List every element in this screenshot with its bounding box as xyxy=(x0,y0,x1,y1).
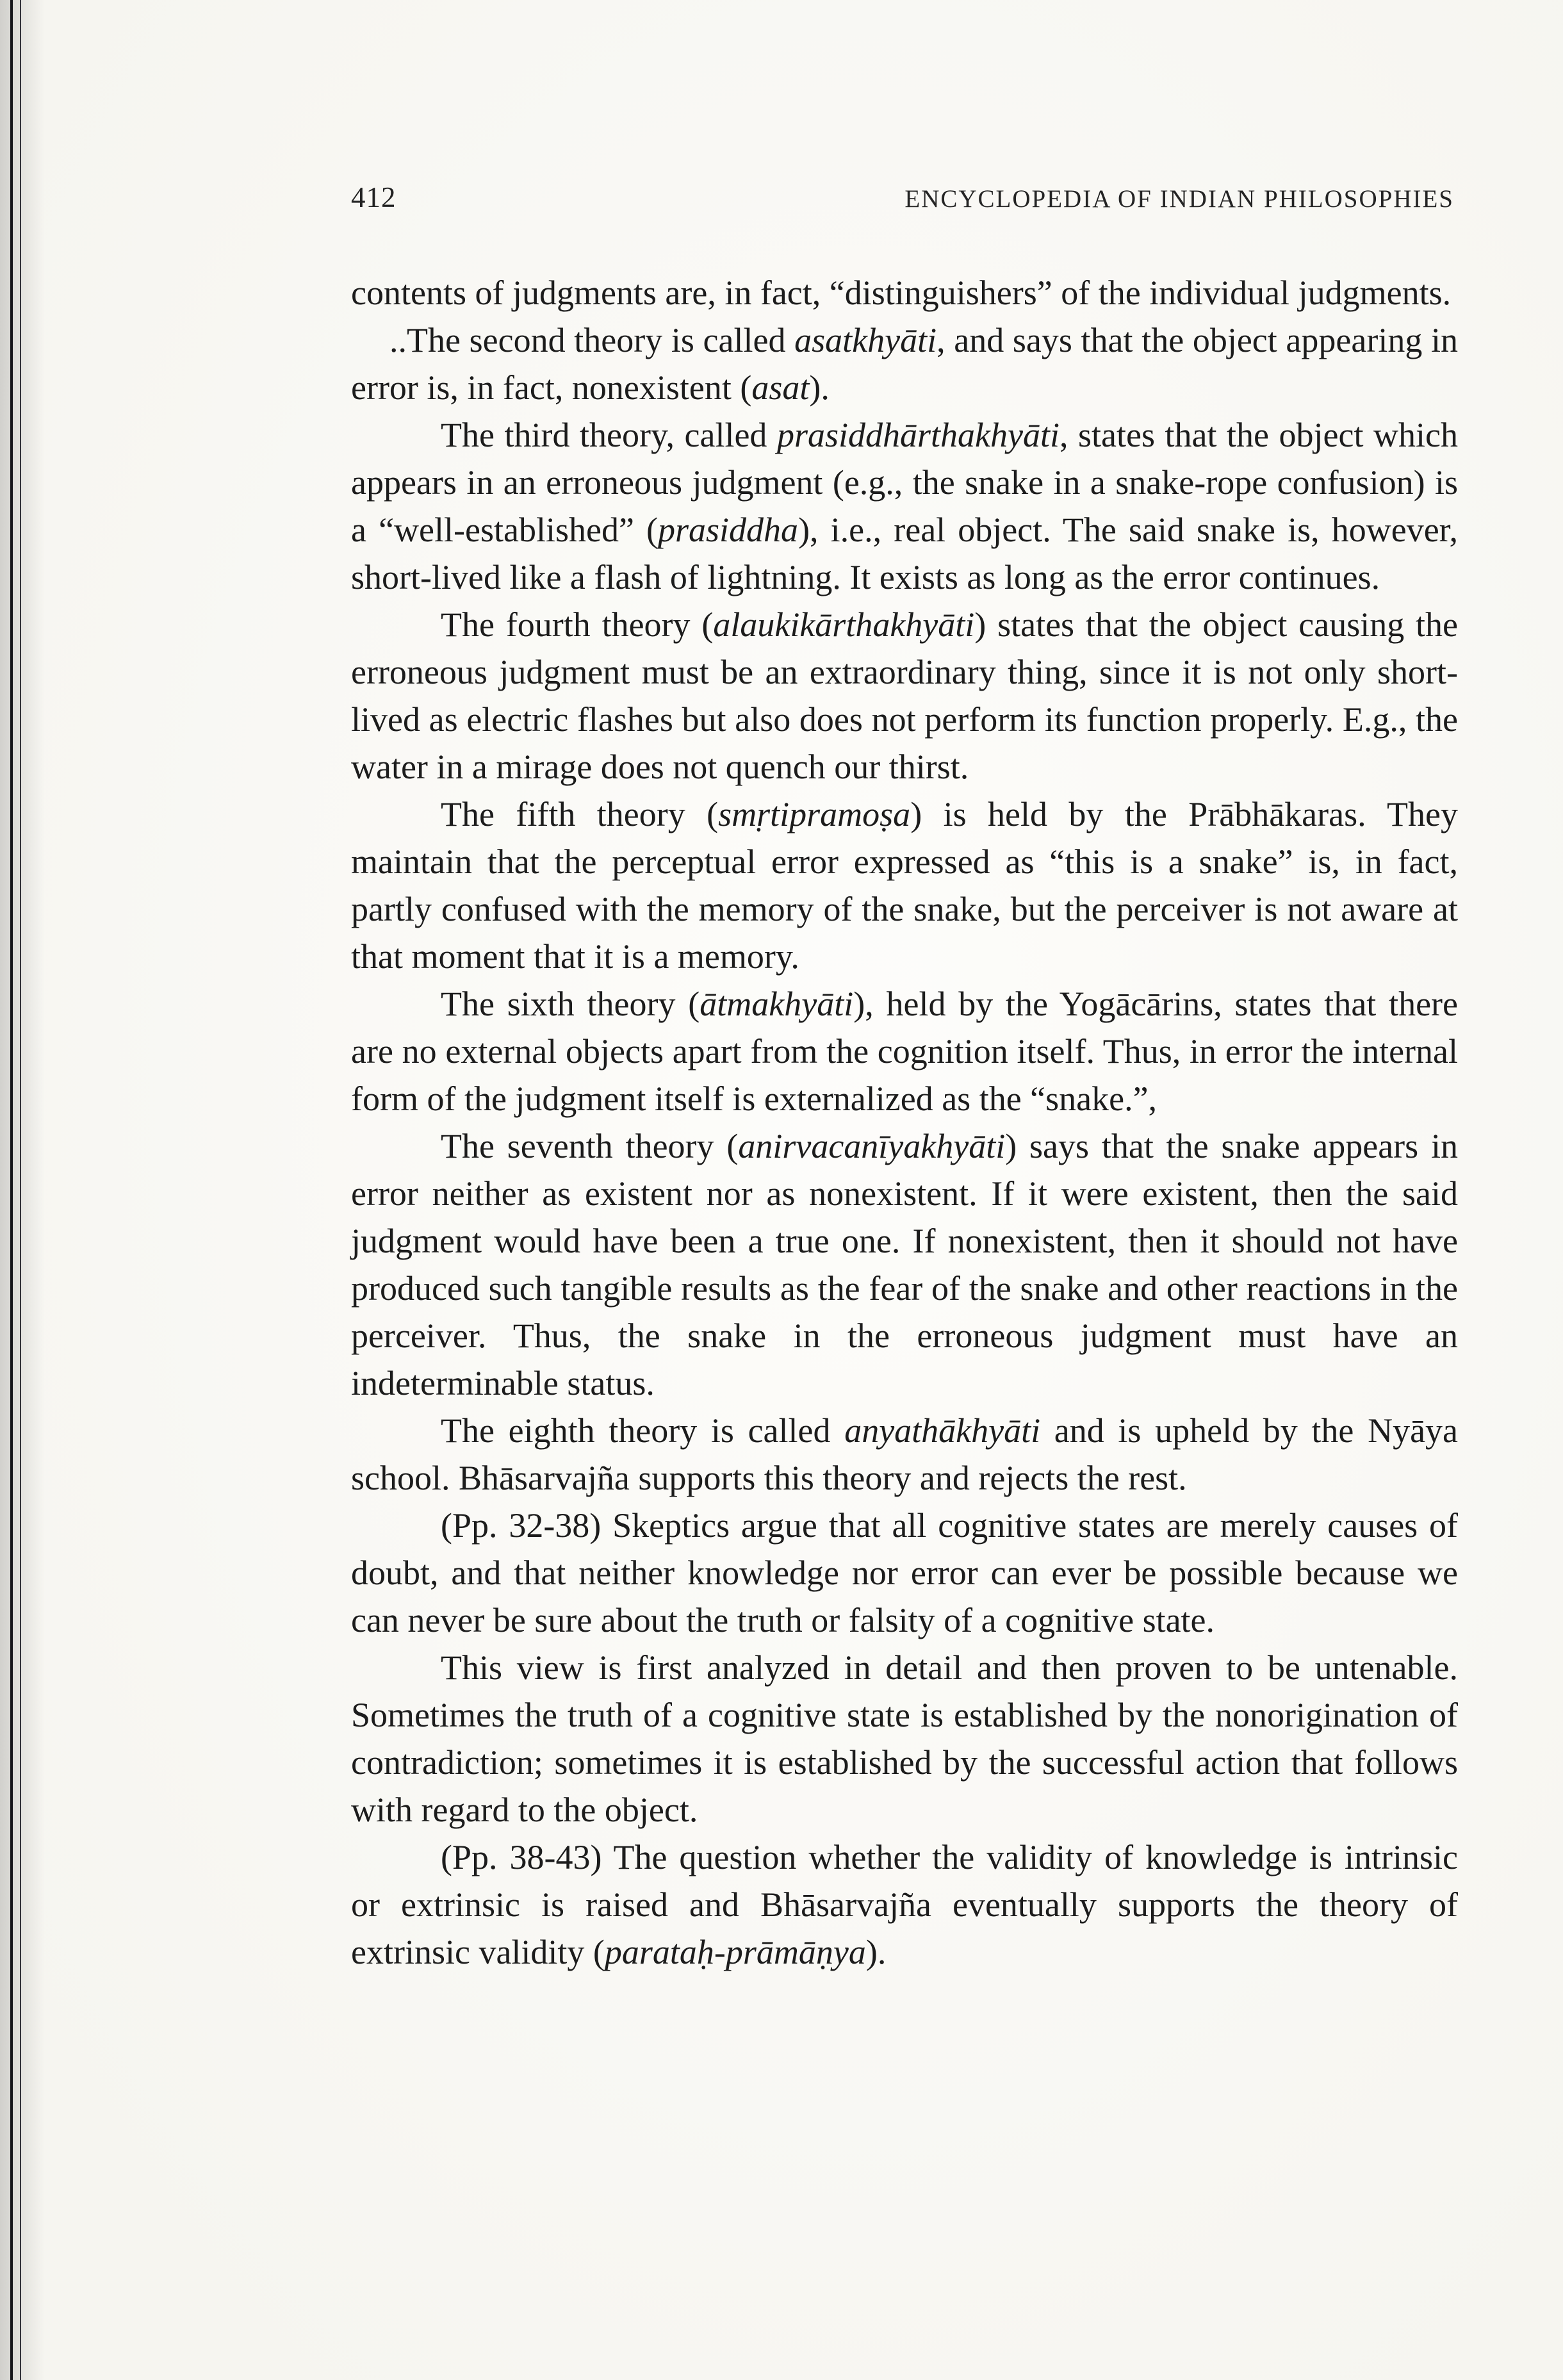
text-run: The fourth theory ( xyxy=(441,605,714,644)
text-run: The sixth theory ( xyxy=(441,985,700,1023)
binding-shadow xyxy=(0,0,45,2380)
paragraph xyxy=(351,411,1458,601)
text-run: The third theory, called xyxy=(441,416,777,454)
text-run: The fifth theory ( xyxy=(441,795,719,833)
text-run: ). xyxy=(809,368,830,407)
italic-term: prasiddha xyxy=(658,511,799,549)
paragraph xyxy=(351,791,1458,980)
paragraph xyxy=(351,601,1458,791)
text-run: , and says that the object appearing in error is, in fact, nonexistent ( xyxy=(351,321,1458,407)
paragraph xyxy=(351,1122,1458,1407)
paragraph xyxy=(351,1834,1458,1976)
italic-term: smṛtipramoṣa xyxy=(718,795,911,833)
italic-term: parataḥ-prāmāṇya xyxy=(604,1933,866,1971)
text-run: The eighth theory is called xyxy=(441,1411,845,1450)
text-run: (Pp. 32-38) Skeptics argue that all cognitive states are merely causes of doubt, and that neither knowledge nor error can ever be possible because we can never be sure about the truth or falsity of a cognitive state. xyxy=(351,1506,1458,1639)
text-run: This view is first analyzed in detail and then proven to be untenable. Sometimes the truth of a cognitive state is established by the nonorigination of contradiction; sometimes it is established by the successful action that follows with regard to the object. xyxy=(351,1648,1458,1829)
italic-term: prasiddhārthakhyāti xyxy=(776,416,1060,454)
italic-term: alaukikārthakhyāti xyxy=(713,605,975,644)
paragraph xyxy=(351,1407,1458,1502)
text-run: The seventh theory ( xyxy=(441,1127,739,1165)
binding-line xyxy=(10,0,13,2380)
text-run: ) states that the object causing the erroneous judgment must be an extraordinary thing, since it is not only short-lived as electric flashes but also does not perform its function properly. E.g., the water in a mirage does not quench our thirst. xyxy=(351,605,1459,786)
text-run: (Pp. 38-43) The question whether the validity of knowledge is intrinsic or extrinsic is raised and Bhāsarvajña eventually supports the theory of extrinsic validity ( xyxy=(351,1838,1458,1971)
text-run: ) says that the snake appears in error neither as existent nor as nonexistent. If it were existent, then the said judgment would have been a true one. If nonexistent, then it should not have produced such tangible results as the fear of the snake and other reactions in the perceiver. Thus, the snake in the erroneous judgment must have an indeterminable status. xyxy=(351,1127,1458,1402)
paragraph xyxy=(351,980,1458,1122)
italic-term: asatkhyāti xyxy=(794,321,937,359)
text-run: ). xyxy=(865,1933,887,1971)
text-run: contents of judgments are, in fact, “distinguishers” of the individual judgments. xyxy=(351,274,1452,312)
text-run: ) is held by the Prābhākaras. They maintain that the perceptual error expressed as “this is a snake” is, in fact, partly confused with the memory of the snake, but the perceiver is not aware at that moment that it is a memory. xyxy=(351,795,1458,976)
italic-term: anirvacanīyakhyāti xyxy=(738,1127,1006,1165)
paragraph xyxy=(351,1644,1458,1834)
running-title: ENCYCLOPEDIA OF INDIAN PHILOSOPHIES xyxy=(904,185,1454,213)
text-run: ..The second theory is called xyxy=(389,321,795,359)
binding-line xyxy=(20,0,21,2380)
text-run: and is upheld by the Nyāya school. Bhāsarvajña supports this theory and rejects the rest. xyxy=(351,1411,1459,1497)
italic-term: anyathākhyāti xyxy=(844,1411,1041,1450)
page-header xyxy=(351,181,1458,214)
page-number: 412 xyxy=(351,181,397,213)
page-body xyxy=(351,269,1458,1976)
text-run: ), held by the Yogācārins, states that there are no external objects apart from the cognition itself. Thus, in error the internal form of the judgment itself is externalized as the “snake.”, xyxy=(351,985,1458,1118)
text-run: ), i.e., real object. The said snake is, however, short-lived like a flash of lightning. It exists as long as the error continues. xyxy=(351,511,1458,596)
paragraph xyxy=(351,269,1458,316)
text-run: , states that the object which appears in an erroneous judgment (e.g., the snake in a snake-rope confusion) is a “well-established” ( xyxy=(351,416,1459,549)
italic-term: asat xyxy=(751,368,810,407)
italic-term: ātmakhyāti xyxy=(700,985,854,1023)
paragraph xyxy=(351,316,1458,411)
paragraph xyxy=(351,1502,1458,1644)
